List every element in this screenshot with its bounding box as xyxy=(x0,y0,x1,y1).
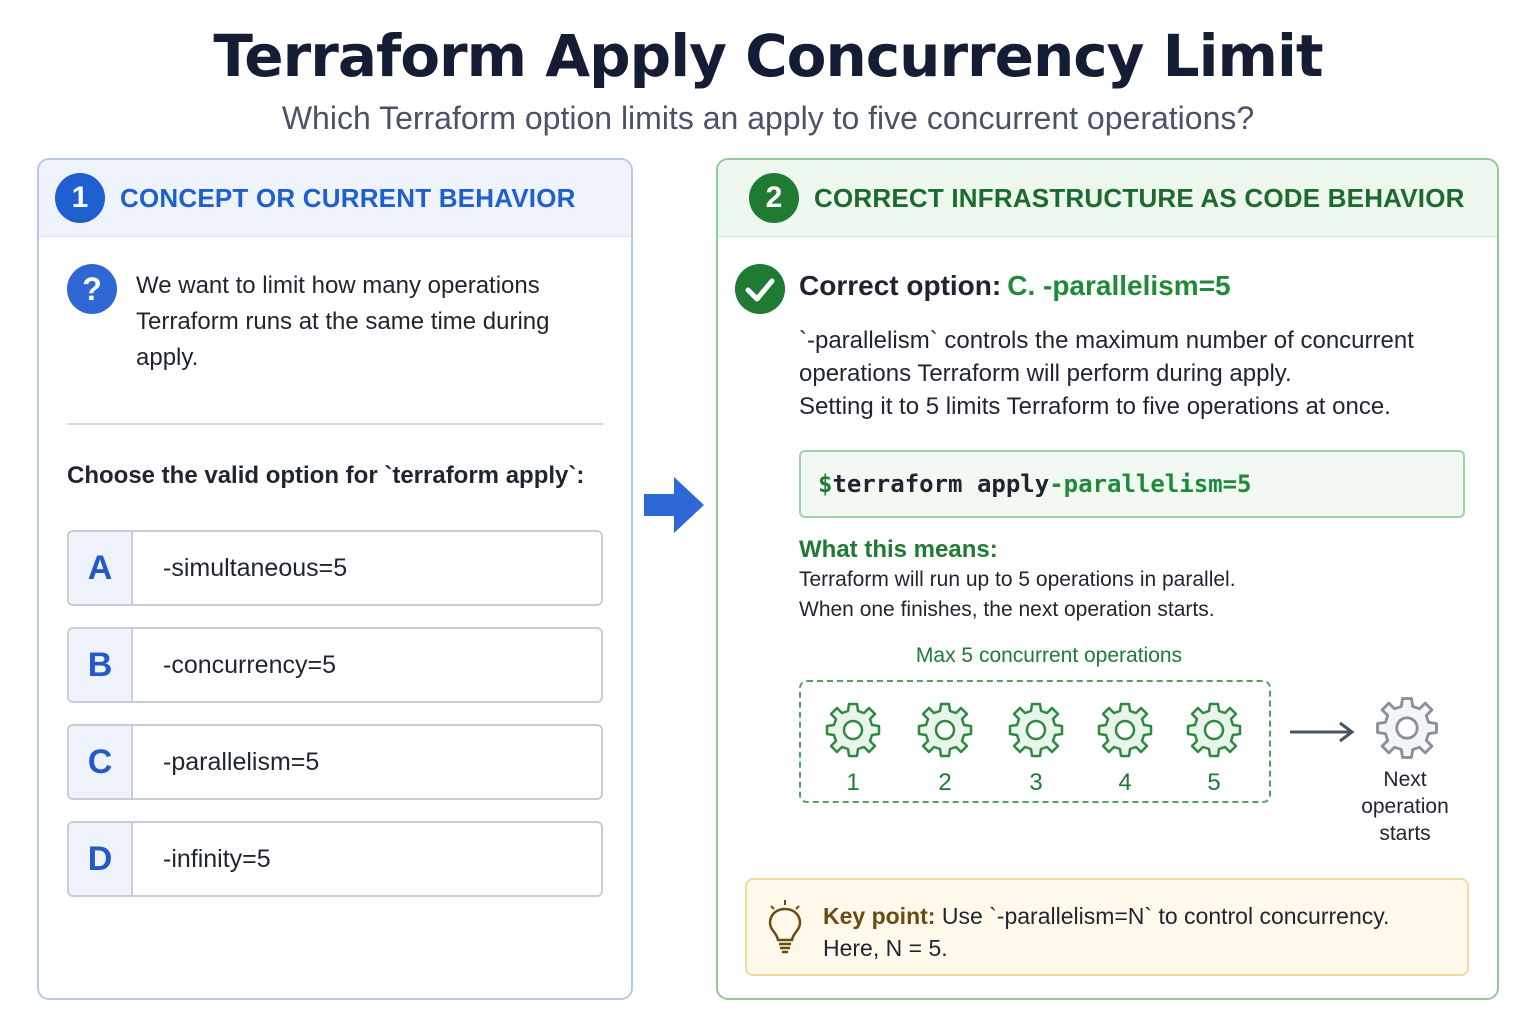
option-b[interactable] xyxy=(67,627,603,703)
next-operation-label xyxy=(1338,766,1472,847)
option-letter: A xyxy=(69,532,133,604)
step-2-badge: 2 xyxy=(749,173,799,223)
slot-number: 4 xyxy=(1118,769,1132,796)
gear-icon xyxy=(915,700,975,760)
slot-5 xyxy=(1184,700,1244,797)
command-prompt: $ xyxy=(818,470,833,498)
correct-option-value: C. -parallelism=5 xyxy=(1007,270,1231,301)
divider xyxy=(67,423,603,425)
option-text: -concurrency=5 xyxy=(163,650,336,679)
option-d[interactable] xyxy=(67,821,603,897)
key-point-label: Key point: xyxy=(823,903,936,929)
max-concurrent-label: Max 5 concurrent operations xyxy=(915,644,1183,667)
slot-2 xyxy=(915,700,975,797)
correct-behavior-panel xyxy=(716,158,1499,1000)
correct-panel-header xyxy=(718,160,1497,237)
page-subtitle: Which Terraform option limits an apply to five concurrent operations? xyxy=(281,100,1255,136)
option-letter: B xyxy=(69,629,133,701)
step-1-badge: 1 xyxy=(55,173,105,223)
slot-number: 2 xyxy=(938,769,952,796)
gear-icon xyxy=(1184,700,1244,760)
option-text: -parallelism=5 xyxy=(163,747,320,776)
option-letter: D xyxy=(69,823,133,895)
next-line: starts xyxy=(1379,822,1431,845)
option-c[interactable] xyxy=(67,724,603,800)
right-arrow-icon xyxy=(644,477,706,533)
correct-panel-heading: CORRECT INFRASTRUCTURE AS CODE BEHAVIOR xyxy=(814,182,1465,213)
explanation-line: `-parallelism` controls the maximum number of concurrent xyxy=(799,327,1414,354)
correct-option-label: Correct option: xyxy=(799,270,1002,301)
slot-4 xyxy=(1095,700,1155,797)
slot-number: 5 xyxy=(1207,769,1221,796)
command-main: terraform apply xyxy=(832,470,1050,498)
option-a[interactable] xyxy=(67,530,603,606)
slot-1 xyxy=(823,700,883,797)
explanation-line: Setting it to 5 limits Terraform to five operations at once. xyxy=(799,393,1391,420)
next-line: Next xyxy=(1383,768,1427,791)
explanation-text xyxy=(799,324,1479,423)
command-snippet xyxy=(799,450,1465,518)
key-point-box xyxy=(745,878,1469,976)
next-line: operation xyxy=(1361,795,1449,818)
slot-number: 3 xyxy=(1029,769,1043,796)
arrow-right-icon xyxy=(1288,720,1358,744)
slot-number: 1 xyxy=(846,769,860,796)
gear-icon xyxy=(1373,694,1441,762)
concept-panel xyxy=(37,158,633,1000)
lightbulb-icon xyxy=(765,900,805,956)
question-icon: ? xyxy=(67,264,117,314)
question-text: We want to limit how many operations Terraform runs at the same time during apply. xyxy=(136,272,550,371)
choose-label: Choose the valid option for `terraform apply`: xyxy=(67,462,585,489)
means-text xyxy=(799,565,1459,625)
concept-panel-header xyxy=(39,160,631,237)
concept-panel-heading: CONCEPT OR CURRENT BEHAVIOR xyxy=(120,182,576,213)
gear-icon xyxy=(1006,700,1066,760)
key-point-body-2: Here, N = 5. xyxy=(823,935,948,961)
means-line: Terraform will run up to 5 operations in parallel. xyxy=(799,568,1236,591)
option-text: -simultaneous=5 xyxy=(163,553,348,582)
gear-icon xyxy=(823,700,883,760)
correct-option-line xyxy=(799,270,1231,302)
option-letter: C xyxy=(69,726,133,798)
slot-3 xyxy=(1006,700,1066,797)
gear-icon xyxy=(1095,700,1155,760)
concurrent-slots-box xyxy=(799,680,1271,803)
means-title: What this means: xyxy=(799,536,998,563)
option-text: -infinity=5 xyxy=(163,844,271,873)
key-point-text xyxy=(823,900,1453,964)
key-point-body: Use `-parallelism=N` to control concurrency. xyxy=(935,903,1390,929)
command-flag: -parallelism=5 xyxy=(1049,470,1252,498)
means-line: When one finishes, the next operation starts. xyxy=(799,598,1215,621)
explanation-line: operations Terraform will perform during apply. xyxy=(799,360,1292,387)
check-icon xyxy=(735,264,785,314)
page-title: Terraform Apply Concurrency Limit xyxy=(213,22,1323,90)
